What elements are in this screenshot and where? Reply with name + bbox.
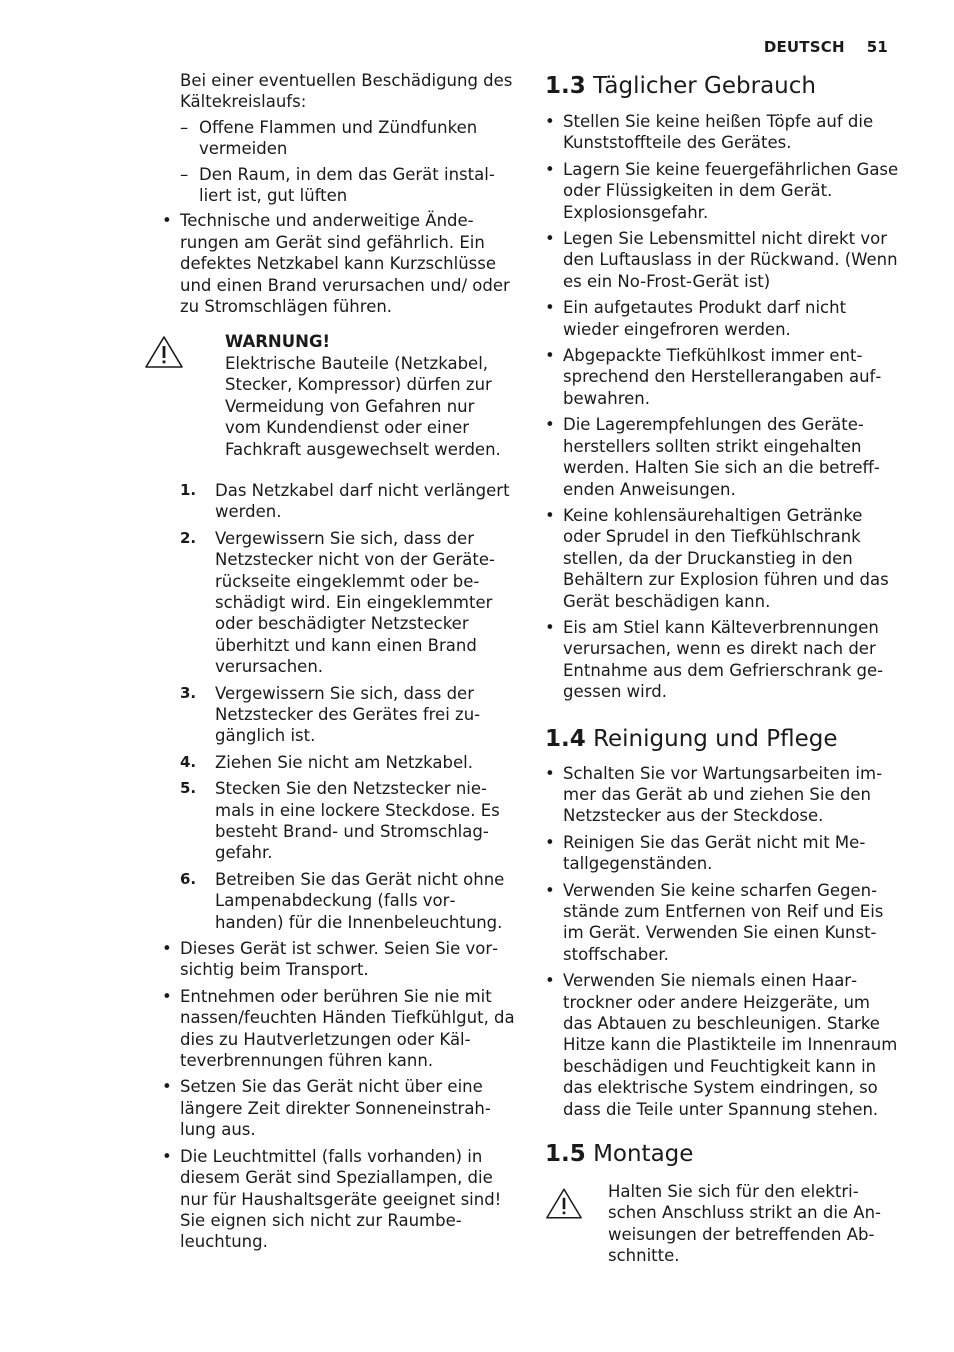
section-number: 1.5 bbox=[545, 1141, 586, 1168]
bullet-item: • Verwenden Sie keine scharfen Gegenstände zum Entfernen von Reif und Eis im Gerät. Verwenden Sie einen Kunststoffschaber. bbox=[563, 880, 900, 966]
bullet-item: • Ein aufgetautes Produkt darf nicht wieder eingefroren werden. bbox=[563, 297, 900, 340]
numbered-item-text: Betreiben Sie das Gerät nicht ohne Lampenabdeckung (falls vorhanden) für die Innenbeleuchtung. bbox=[215, 869, 505, 932]
numbered-item bbox=[180, 778, 515, 864]
item-number: 4. bbox=[180, 752, 197, 771]
numbered-item-text: Stecken Sie den Netzstecker niemals in eine lockere Steckdose. Es besteht Brand- und Stromschlaggefahr. bbox=[215, 779, 500, 863]
bullet-item: • Legen Sie Lebensmittel nicht direkt vor den Luftauslass in der Rückwand. (Wenn es ein No-Frost-Gerät ist) bbox=[563, 228, 900, 292]
bullet-list-left-1 bbox=[180, 210, 515, 317]
section-title: Täglicher Gebrauch bbox=[593, 73, 816, 99]
bullet-item: • Dieses Gerät ist schwer. Seien Sie vorsichtig beim Transport. bbox=[180, 938, 515, 981]
warning-title: WARNUNG! bbox=[225, 332, 331, 352]
numbered-item-text: Vergewissern Sie sich, dass der Netzstecker nicht von der Geräterückseite eingeklemmt oder beschädigt wird. Ein eingeklemmter oder beschädigter Netzstecker überhitzt und kann einen Brand verursachen. bbox=[215, 528, 495, 677]
bullet-item: • Keine kohlensäurehaltigen Getränke oder Sprudel in den Tiefkühlschrank stellen, da der Druckanstieg in den Behältern zur Explosion führen und das Gerät beschädigen kann. bbox=[563, 505, 900, 612]
warning-box bbox=[180, 331, 515, 459]
dash-item bbox=[180, 164, 515, 207]
dash-item-text: Den Raum, in dem das Gerät installiert ist, gut lüften bbox=[199, 164, 495, 206]
bullet-item: • Lagern Sie keine feuergefährlichen Gase oder Flüssigkeiten in dem Gerät. Explosionsgefahr. bbox=[563, 159, 900, 223]
numbered-list bbox=[180, 480, 515, 933]
dash-item-text: Offene Flammen und Zündfunken vermeiden bbox=[199, 117, 478, 159]
numbered-item bbox=[180, 752, 515, 773]
numbered-item bbox=[180, 683, 515, 747]
item-number: 2. bbox=[180, 528, 197, 547]
page-number: 51 bbox=[866, 38, 888, 56]
montage-warning bbox=[545, 1181, 900, 1267]
dash-item bbox=[180, 117, 515, 160]
section-heading-1-4 bbox=[545, 724, 900, 754]
header-language: DEUTSCH bbox=[763, 38, 845, 56]
numbered-item bbox=[180, 869, 515, 933]
bullet-item: • Schalten Sie vor Wartungsarbeiten immer das Gerät ab und ziehen Sie den Netzstecker aus der Steckdose. bbox=[563, 763, 900, 827]
page-header bbox=[764, 38, 888, 56]
section-title: Reinigung und Pflege bbox=[593, 725, 838, 752]
item-number: 6. bbox=[180, 869, 197, 888]
item-number: 3. bbox=[180, 683, 197, 702]
numbered-item-text: Vergewissern Sie sich, dass der Netzstecker des Gerätes frei zugänglich ist. bbox=[215, 683, 481, 746]
bullet-item: • Stellen Sie keine heißen Töpfe auf die Kunststoffteile des Gerätes. bbox=[563, 111, 900, 154]
warning-triangle-icon bbox=[545, 1187, 583, 1220]
bullet-item: • Die Lagerempfehlungen des Geräteherstellers sollten strikt eingehalten werden. Halten Sie sich an die betreffenden Anweisungen. bbox=[563, 414, 900, 500]
numbered-item-text: Das Netzkabel darf nicht verlängert werden. bbox=[215, 480, 510, 522]
dash-mark: – bbox=[180, 164, 189, 184]
bullet-item: • Abgepackte Tiefkühlkost immer entsprechend den Herstellerangaben aufbewahren. bbox=[563, 345, 900, 409]
bullet-item: • Setzen Sie das Gerät nicht über eine längere Zeit direkter Sonneneinstrahlung aus. bbox=[180, 1076, 515, 1140]
warning-text: Elektrische Bauteile (Netzkabel, Stecker, Kompressor) dürfen zur Vermeidung von Gefahren nur vom Kundendienst oder einer Fachkraft ausgewechselt werden. bbox=[225, 353, 501, 459]
left-column bbox=[180, 70, 515, 1258]
bullet-item: • Verwenden Sie niemals einen Haartrockner oder andere Heizgeräte, um das Abtauen zu beschleunigen. Starke Hitze kann die Plastikteile im Innenraum beschädigen und Feuchtigkeit kann in das elektrische System eindringen, so dass die Teile unter Spannung stehen. bbox=[563, 970, 900, 1120]
bullet-item: • Die Leuchtmittel (falls vorhanden) in diesem Gerät sind Speziallampen, die nur für Haushaltsgeräte geeignet sind! Sie eignen sich nicht zur Raumbeleuchtung. bbox=[180, 1146, 515, 1253]
section-heading-1-5 bbox=[545, 1139, 900, 1169]
intro-paragraph: Bei einer eventuellen Beschädigung des Kältekreislaufs: bbox=[180, 71, 513, 112]
bullet-list-left-2 bbox=[180, 938, 515, 1253]
section-title: Montage bbox=[593, 1141, 694, 1168]
numbered-item-text: Ziehen Sie nicht am Netzkabel. bbox=[215, 752, 473, 772]
bullet-list-daily-use bbox=[545, 111, 900, 703]
numbered-item bbox=[180, 480, 515, 523]
bullet-item: • Technische und anderweitige Änderungen am Gerät sind gefährlich. Ein defektes Netzkabel kann Kurzschlüsse und einen Brand verursachen und/ oder zu Stromschlägen führen. bbox=[180, 210, 515, 317]
dash-mark: – bbox=[180, 117, 189, 137]
item-number: 1. bbox=[180, 480, 197, 499]
bullet-item: • Eis am Stiel kann Kälteverbrennungen verursachen, wenn es direkt nach der Entnahme aus dem Gefrierschrank gegessen wird. bbox=[563, 617, 900, 703]
warning-triangle-icon bbox=[144, 335, 184, 369]
bullet-item: • Reinigen Sie das Gerät nicht mit Metallgegenständen. bbox=[563, 832, 900, 875]
right-column bbox=[545, 70, 900, 1267]
section-heading-1-3 bbox=[545, 71, 900, 101]
section-number: 1.4 bbox=[545, 725, 586, 752]
dash-list bbox=[180, 117, 515, 207]
section-number: 1.3 bbox=[545, 73, 586, 99]
item-number: 5. bbox=[180, 779, 197, 798]
numbered-item bbox=[180, 528, 515, 678]
bullet-item: • Entnehmen oder berühren Sie nie mit nassen/feuchten Händen Tiefkühlgut, da dies zu Hautverletzungen oder Kälteverbrennungen führen kann. bbox=[180, 986, 515, 1072]
montage-text: Halten Sie sich für den elektrischen Anschluss strikt an die Anweisungen der betreffenden Abschnitte. bbox=[608, 1182, 882, 1266]
bullet-list-cleaning bbox=[545, 763, 900, 1121]
